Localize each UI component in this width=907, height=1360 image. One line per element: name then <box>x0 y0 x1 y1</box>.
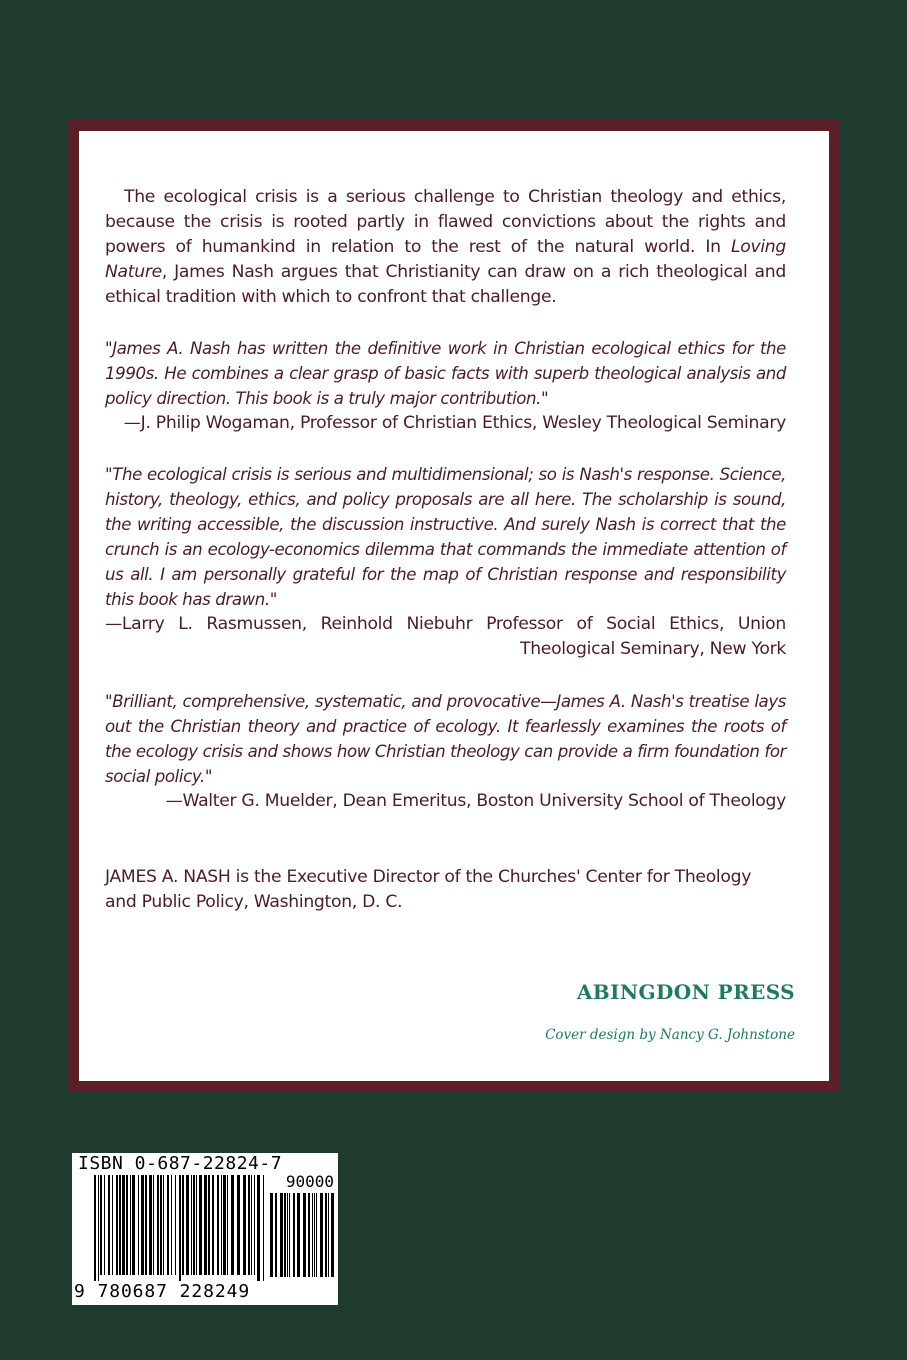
barcode-bar <box>248 1175 250 1275</box>
barcode-bar <box>280 1193 283 1277</box>
barcode-bar <box>217 1175 219 1275</box>
barcode-bar <box>223 1175 226 1275</box>
isbn-number: ISBN 0-687-22824-7 <box>78 1153 283 1174</box>
barcode-bar <box>303 1193 306 1277</box>
barcode-bar <box>243 1175 246 1275</box>
barcode-bar <box>316 1193 317 1277</box>
author-bio: JAMES A. NASH is the Executive Director of the Churches' Center for Theology and Public Policy, Washington, D. C. <box>105 867 752 912</box>
price-barcode-bars <box>270 1193 334 1277</box>
barcode-bar <box>141 1175 144 1275</box>
barcode-bar <box>251 1175 252 1275</box>
barcode-bar <box>263 1175 264 1281</box>
barcode-bar <box>208 1175 210 1275</box>
barcode-bar <box>167 1175 169 1275</box>
barcode-bar <box>289 1193 290 1277</box>
review-quote-2: "The ecological crisis is serious and multidimensional; so is Nash's response. Science, history, theology, ethics, and policy proposals are all here. The scholarship is sound, the writing accessible, the discussion instructive. And surely Nash is correct that the crunch is an ecology-economics dilemma that commands the immediate attention of us all. I am personally grateful for the map of Christian response and responsibility this book has drawn." <box>105 465 786 609</box>
book-title-inline: Loving Nature <box>105 237 786 282</box>
barcode-bar <box>175 1175 176 1275</box>
review-quote-1: "James A. Nash has written the definitive work in Christian ecological ethics for the 1990s. He combines a clear grasp of basic facts with superb theological analysis and policy direction. This book is a truly major contribution." <box>105 339 786 408</box>
barcode-bar <box>270 1193 273 1277</box>
barcode-bar <box>308 1193 310 1277</box>
barcode-bar <box>196 1175 197 1275</box>
barcode-bar <box>199 1175 202 1275</box>
barcode-bar <box>138 1175 139 1275</box>
barcode-bar <box>237 1175 240 1275</box>
barcode-bar <box>331 1193 334 1277</box>
barcode-bar <box>221 1175 222 1275</box>
review-attribution-1: —J. Philip Wogaman, Professor of Christian Ethics, Wesley Theological Seminary <box>123 413 786 433</box>
barcode-bar <box>149 1175 152 1275</box>
book-description <box>105 185 786 310</box>
barcode-bar <box>186 1175 189 1275</box>
barcode-bar <box>191 1175 192 1275</box>
barcode-bar <box>126 1175 128 1275</box>
barcode-bar <box>94 1175 96 1281</box>
price-code: 90000 <box>285 1172 334 1191</box>
barcode-bar <box>320 1193 323 1277</box>
barcode-bar <box>132 1175 135 1275</box>
barcode-bar <box>231 1175 234 1275</box>
barcode-bar <box>119 1175 121 1275</box>
barcode-bar <box>98 1175 99 1281</box>
review-attribution-3: —Walter G. Muelder, Dean Emeritus, Boston University School of Theology <box>165 791 786 811</box>
publisher-name: ABINGDON PRESS <box>576 980 795 1004</box>
barcode-bar <box>314 1193 315 1277</box>
barcode-bar <box>257 1175 260 1281</box>
description-part-1: The ecological crisis is a serious challenge to Christian theology and ethics, because the crisis is rooted partly in flawed convictions about the rights and powers of humankind in relation to the rest of the natural world. In <box>105 187 786 257</box>
back-cover-inner <box>79 131 829 1081</box>
barcode-bar <box>275 1193 277 1277</box>
barcode-bar <box>157 1175 159 1275</box>
barcode-bar <box>297 1193 300 1277</box>
ean-digits: 9 780687 228249 <box>74 1281 251 1302</box>
isbn-barcode <box>72 1153 338 1305</box>
barcode-bar <box>212 1175 214 1275</box>
barcode-bar <box>171 1175 172 1275</box>
cover-text-column <box>105 185 786 915</box>
barcode-bar <box>163 1175 164 1275</box>
barcode-bar <box>328 1193 329 1277</box>
barcode-bar <box>293 1193 295 1277</box>
barcode-bar <box>287 1193 288 1277</box>
barcode-bar <box>100 1175 102 1275</box>
barcode-bar <box>254 1175 255 1275</box>
barcode-bar <box>193 1175 195 1275</box>
review-quote-3: "Brilliant, comprehensive, systematic, and provocative—James A. Nash's treatise lays out the Christian theory and practice of ecology. It fearlessly examines the roots of the ecology crisis and shows how Christian theology can provide a firm foundation for social policy." <box>105 692 786 786</box>
barcode-bar <box>104 1175 105 1275</box>
barcode-bar <box>179 1175 181 1281</box>
cover-design-credit: Cover design by Nancy G. Johnstone <box>545 1027 795 1043</box>
barcode-bar <box>204 1175 207 1275</box>
barcode-bar <box>227 1175 228 1275</box>
back-cover-panel <box>68 120 840 1092</box>
barcode-bar <box>116 1175 118 1275</box>
barcode-bar <box>182 1175 184 1275</box>
barcode-bar <box>112 1175 113 1275</box>
description-part-2: , James Nash argues that Christianity can draw on a rich theological and ethical tradition with which to confront that challenge. <box>105 262 786 307</box>
barcode-bar <box>108 1175 110 1275</box>
barcode-bar <box>130 1175 131 1275</box>
barcode-bar <box>160 1175 162 1275</box>
barcode-bar <box>145 1175 147 1275</box>
barcode-bar <box>325 1193 327 1277</box>
barcode-bar <box>122 1175 125 1275</box>
barcode-bar <box>153 1175 154 1275</box>
review-attribution-2: —Larry L. Rasmussen, Reinhold Niebuhr Professor of Social Ethics, Union Theological Seminary, New York <box>105 614 786 659</box>
barcode-bar <box>284 1193 286 1277</box>
ean-barcode-bars <box>94 1175 264 1281</box>
barcode-bar <box>312 1193 313 1277</box>
